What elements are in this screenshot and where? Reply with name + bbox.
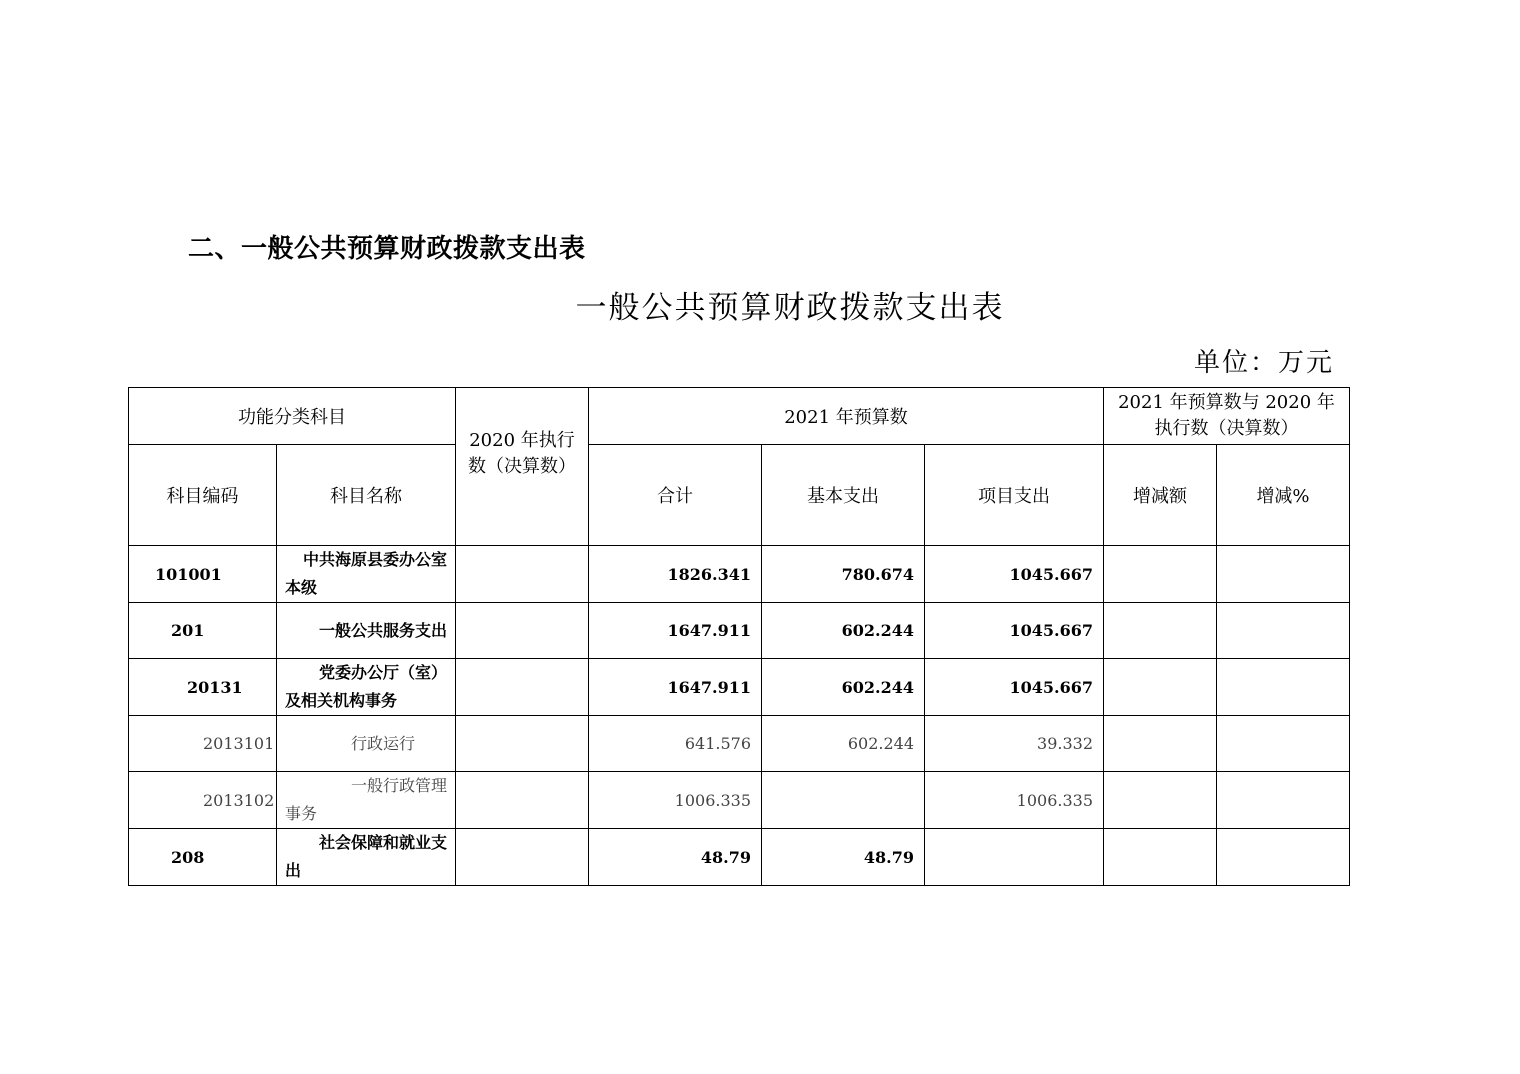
row-change xyxy=(1104,546,1217,603)
row-basic: 602.244 xyxy=(762,659,925,716)
table-row xyxy=(129,546,1350,603)
table-row xyxy=(129,716,1350,772)
table-row xyxy=(129,659,1350,716)
row-code: 20131 xyxy=(129,659,277,716)
row-code: 101001 xyxy=(129,546,277,603)
table-row xyxy=(129,603,1350,659)
row-prior xyxy=(456,772,589,829)
header-compare: 2021 年预算数与 2020 年执行数（决算数） xyxy=(1104,388,1350,445)
row-total: 1006.335 xyxy=(589,772,762,829)
row-change xyxy=(1104,716,1217,772)
header-name: 科目名称 xyxy=(277,445,456,546)
row-change xyxy=(1104,659,1217,716)
row-change xyxy=(1104,772,1217,829)
row-project xyxy=(925,829,1104,886)
row-pct xyxy=(1217,772,1350,829)
section-heading: 二、一般公共预算财政拨款支出表 xyxy=(188,234,586,264)
row-name: 中共海原县委办公室本级 xyxy=(277,546,456,603)
table-title: 一般公共预算财政拨款支出表 xyxy=(575,290,1005,326)
row-total: 1647.911 xyxy=(589,603,762,659)
header-change-pct: 增减% xyxy=(1217,445,1350,546)
row-name: 行政运行 xyxy=(277,716,456,772)
row-basic: 602.244 xyxy=(762,603,925,659)
header-total: 合计 xyxy=(589,445,762,546)
header-row-sub xyxy=(129,445,1350,546)
row-pct xyxy=(1217,829,1350,886)
row-pct xyxy=(1217,603,1350,659)
row-name: 一般公共服务支出 xyxy=(277,603,456,659)
row-basic xyxy=(762,772,925,829)
row-pct xyxy=(1217,716,1350,772)
row-pct xyxy=(1217,546,1350,603)
row-project: 39.332 xyxy=(925,716,1104,772)
row-pct xyxy=(1217,659,1350,716)
table-row xyxy=(129,772,1350,829)
header-function-category: 功能分类科目 xyxy=(129,388,456,445)
row-prior xyxy=(456,603,589,659)
row-prior xyxy=(456,659,589,716)
unit-label: 单位：万元 xyxy=(1193,348,1334,378)
table-row xyxy=(129,829,1350,886)
row-code: 208 xyxy=(129,829,277,886)
row-basic: 780.674 xyxy=(762,546,925,603)
header-prior-year-exec: 2020 年执行数（决算数） xyxy=(456,388,589,546)
row-total: 1647.911 xyxy=(589,659,762,716)
row-name: 一般行政管理事务 xyxy=(277,772,456,829)
header-code: 科目编码 xyxy=(129,445,277,546)
row-change xyxy=(1104,603,1217,659)
row-code: 2013101 xyxy=(129,716,277,772)
row-total: 641.576 xyxy=(589,716,762,772)
header-row-top xyxy=(129,388,1350,445)
row-project: 1045.667 xyxy=(925,603,1104,659)
row-code: 201 xyxy=(129,603,277,659)
row-name: 党委办公厅（室）及相关机构事务 xyxy=(277,659,456,716)
header-project: 项目支出 xyxy=(925,445,1104,546)
row-prior xyxy=(456,716,589,772)
row-total: 1826.341 xyxy=(589,546,762,603)
row-project: 1045.667 xyxy=(925,546,1104,603)
row-name: 社会保障和就业支出 xyxy=(277,829,456,886)
header-basic: 基本支出 xyxy=(762,445,925,546)
row-total: 48.79 xyxy=(589,829,762,886)
row-project: 1045.667 xyxy=(925,659,1104,716)
row-code: 2013102 xyxy=(129,772,277,829)
row-prior xyxy=(456,546,589,603)
row-project: 1006.335 xyxy=(925,772,1104,829)
row-prior xyxy=(456,829,589,886)
header-budget-2021: 2021 年预算数 xyxy=(589,388,1104,445)
row-basic: 48.79 xyxy=(762,829,925,886)
row-basic: 602.244 xyxy=(762,716,925,772)
header-change-amount: 增减额 xyxy=(1104,445,1217,546)
budget-table xyxy=(128,387,1350,886)
row-change xyxy=(1104,829,1217,886)
